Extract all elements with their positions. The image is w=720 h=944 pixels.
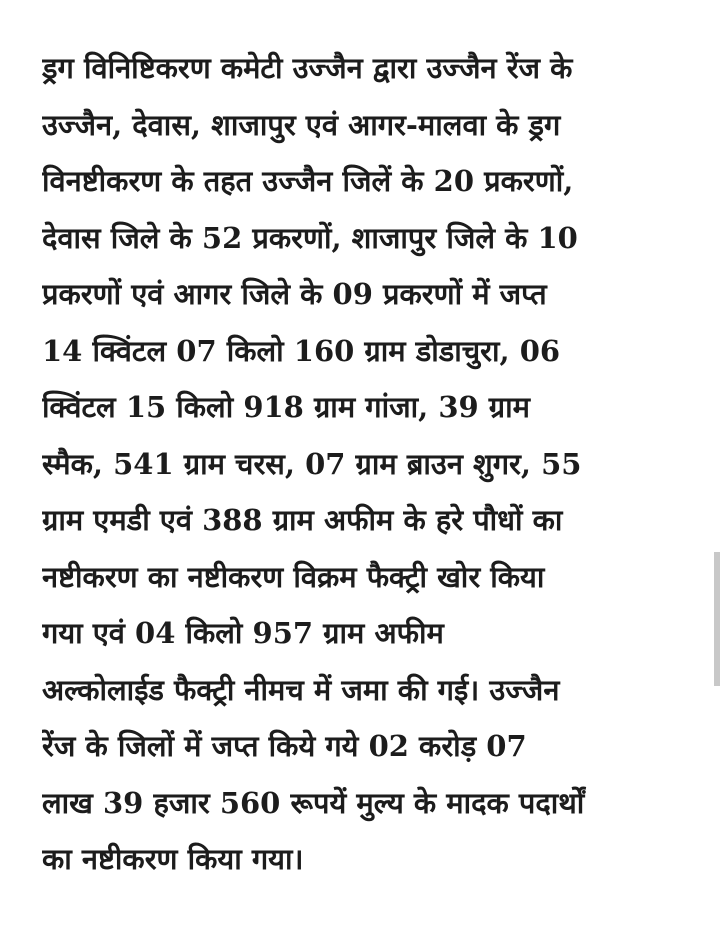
article-line: उज्जैन, देवास, शाजापुर एवं आगर-मालवा के ड्रग (42, 107, 561, 142)
article-line: देवास जिले के 52 प्रकरणों, शाजापुर जिले के 10 (42, 220, 578, 255)
article-line: 14 क्विंटल 07 किलो 160 ग्राम डोडाचुरा, 06 (42, 333, 561, 368)
article-line: प्रकरणों एवं आगर जिले के 09 प्रकरणों में जप्त (42, 277, 547, 311)
scrollbar-thumb[interactable] (714, 552, 720, 686)
article-body (42, 40, 692, 888)
article-line: अल्कोलाईड फैक्ट्री नीमच में जमा की गई। उज्जैन (42, 672, 560, 707)
article-line: विनष्टीकरण के तहत उज्जैन जिलें के 20 प्रकरणों, (42, 164, 574, 198)
article-line: का नष्टीकरण किया गया। (42, 842, 304, 876)
article-line: गया एवं 04 किलो 957 ग्राम अफीम (42, 616, 444, 650)
article-line: रेंज के जिलों में जप्त किये गये 02 करोड़ 07 (42, 729, 527, 763)
article-line: ड्रग विनिष्टिकरण कमेटी उज्जैन द्वारा उज्जैन रेंज के (42, 51, 573, 85)
article-line: स्मैक, 541 ग्राम चरस, 07 ग्राम ब्राउन शुगर, 55 (42, 446, 582, 481)
article-line: लाख 39 हजार 560 रूपयें मुल्य के मादक पदार्थों (42, 785, 585, 820)
article-line: नष्टीकरण का नष्टीकरण विक्रम फैक्ट्री खोर किया (42, 559, 545, 594)
article-line: ग्राम एमडी एवं 388 ग्राम अफीम के हरे पौधों का (42, 503, 563, 537)
article-line: क्विंटल 15 किलो 918 ग्राम गांजा, 39 ग्राम (42, 390, 530, 424)
